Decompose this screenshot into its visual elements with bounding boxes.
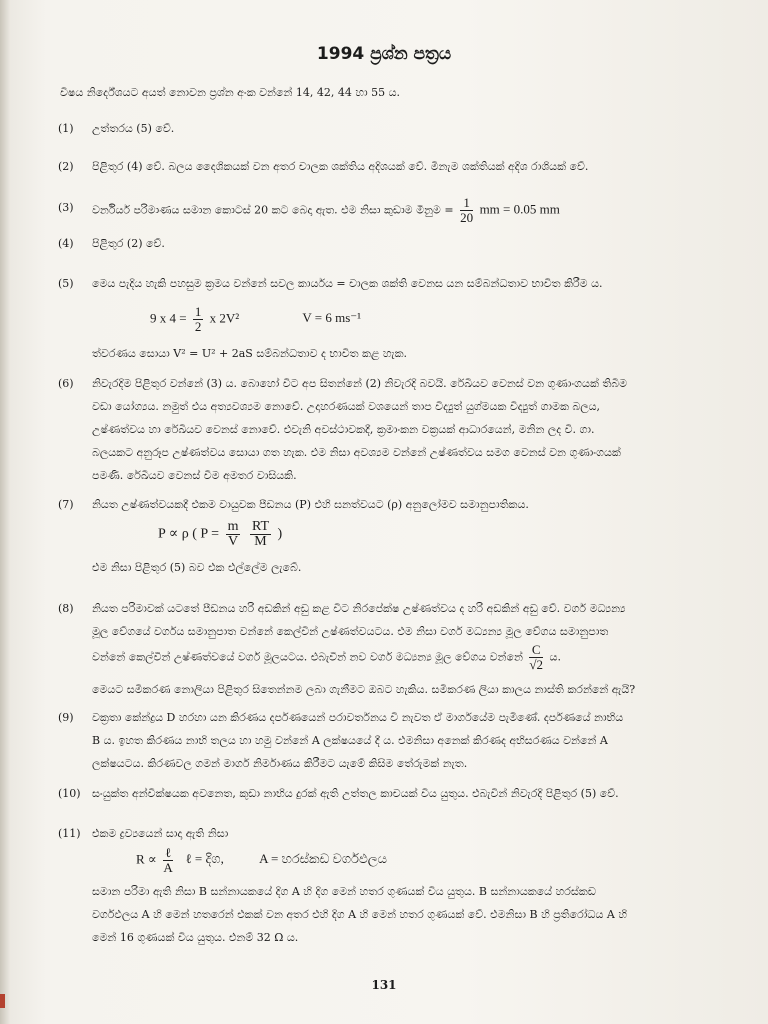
fraction-denominator: 20 [460, 210, 474, 225]
equation-5 [150, 305, 361, 334]
answer-line: වර්ගඵලය A හි මෙන් හතරෙන් එකක් වන අතර එහි දිග A හි මෙන් හතර ගුණයක් වේ. එමනිසා B හි ප්‍රතිරෝධය A හි [92, 908, 628, 921]
fraction-denominator: A [163, 860, 173, 875]
question-6 [58, 372, 738, 487]
answer-line-text: වන්නේ කෙල්වින් උෂ්ණත්වයේ වර්ග මූලයටය. එබැවින් නව වර්ග මධ්‍යන්‍ය මූල වේගය වන්නේ [92, 650, 523, 664]
question-10 [58, 782, 738, 805]
equation-right: A = හරස්කඩ වර්ගඵලය [259, 851, 388, 867]
fraction-numerator: C [529, 643, 543, 658]
question-11-continued [58, 880, 738, 949]
fraction-denominator: √2 [529, 657, 544, 672]
fraction [529, 643, 543, 672]
question-4 [58, 232, 738, 255]
fraction-denominator: M [254, 534, 267, 549]
answer-text: පිළිතුර (2) වේ. [92, 237, 165, 250]
question-number: (4) [58, 237, 74, 250]
answer-text: මෙය පැදිය හැකි පහසුම ක්‍රමය වන්නේ සවල කාර්යය = චාලක ශක්ති වෙනස යන සම්බන්ධතාව භාවිත කිරීම ය. [92, 277, 603, 290]
page-title: 1994 ප්‍රශ්න පත්‍රය [316, 44, 452, 64]
answer-line: බලයකට අනුරූප උෂ්ණත්වය සොයා ගත හැක. එම නිසා අවශ්‍යම වන්නේ උෂ්ණත්වය සමග වෙනස් වන ගුණාංගයක් [92, 446, 621, 459]
fraction-numerator: RT [251, 519, 270, 534]
question-number: (8) [58, 602, 74, 615]
equation-right: x 2V² [209, 310, 240, 326]
equation-result: V = 6 ms⁻¹ [302, 310, 362, 326]
fraction [250, 520, 271, 549]
equation-left: P ∝ ρ ( P = [158, 526, 220, 542]
fraction-numerator: ℓ [164, 845, 172, 860]
fraction [193, 305, 204, 334]
question-11 [58, 822, 738, 845]
question-9 [58, 706, 738, 775]
equation-tail: mm = 0.05 mm [479, 201, 560, 217]
answer-text [92, 706, 738, 775]
question-number: (1) [58, 122, 74, 135]
question-3 [58, 196, 738, 225]
edge-mark [0, 994, 5, 1008]
question-number: (2) [58, 160, 74, 173]
question-5-continued [58, 342, 738, 365]
fraction [460, 196, 473, 225]
equation-11 [136, 846, 387, 875]
answer-line: සමාන පරිමා ඇති නිසා B සන්නායකයේ දිග A හි දිග මෙන් හතර ගුණයක් විය යුතුය. B සන්නායකයේ හරස්කඩ [92, 885, 596, 898]
answer-text: නියත උෂ්ණත්වයකදී එකම වායුවක පීඩනය (P) එහි ඝනත්වයට (ρ) අනුලෝමව සමානුපාතිකය. [92, 498, 529, 511]
equation-7 [158, 520, 282, 549]
question-number: (9) [58, 711, 74, 724]
answer-line: උෂ්ණත්වය හා රේඛීයව වෙනස් නොවේ. එවැනි අවස්ථාවකදී, ක්‍රමාංකන වක්‍රයක් ආධාරයෙන්, මනින ලද වි. ගා. [92, 423, 595, 436]
answer-line: වඩා යෝග්‍යය. නමුත් එය අත්‍යවශ්‍යම නොවේ. උදාහරණයක් වශයෙන් තාප විද්‍යුත් යුග්මයක විද්‍යුත් ගාමක බලය, [92, 400, 601, 413]
question-number: (7) [58, 498, 74, 511]
answer-line: මූල වේගයේ වර්ගය සමානුපාත වන්නේ කෙල්වින් උෂ්ණත්වයටය. එම නිසා වර්ග මධ්‍යන්‍ය මූල වේගය සමානුපාත [92, 625, 609, 638]
intro-text: විෂය නිර්දේශයට අයත් නොවන ප්‍රශ්න අංක වන්නේ 14, 42, 44 හා 55 ය. [60, 86, 401, 99]
question-7-continued [58, 556, 738, 579]
equation-tail: ය. [549, 650, 561, 664]
answer-line: නියත පරිමාවක් යටතේ පීඩනය හරි අඩකින් අඩු කළ විට නිරපේක්ෂ උෂ්ණත්වය ද හරි අඩකින් අඩු වේ. වර්ග මධ්‍යන්‍ය [92, 602, 626, 615]
answer-line: වක්‍රතා කේන්ද්‍රය D හරහා යන කිරණය දර්පණයෙන් පරාවර්තනය වී නැවත ඒ මාර්ගයේම පැමිණේ. දර්පණයේ නාභිය [92, 711, 624, 724]
equation-close: ) [277, 526, 283, 542]
equation-left: 9 x 4 = [150, 310, 187, 326]
answer-text: උත්තරය (5) වේ. [92, 122, 175, 135]
answer-text: පිළිතුර (4) වේ. බලය දෛශිකයක් වන අතර චාලක ශක්තිය අදිශයක් වේ. මීනැම ශක්තියක් අදිශ රාශියක් වේ. [92, 160, 589, 173]
answer-line: මෙන් 16 ගුණයක් විය යුතුය. එනම් 32 Ω ය. [92, 931, 299, 944]
page-number: 131 [371, 978, 397, 992]
fraction-denominator: 2 [194, 319, 202, 334]
question-number: (3) [58, 201, 74, 214]
answer-text: එම නිසා පිළිතුර (5) බව එක එල්ලේම ලැබේ. [92, 561, 302, 574]
fraction-numerator: m [227, 519, 239, 534]
answer-text [92, 880, 738, 949]
answer-line: පමණි. රේඛීයව වෙනස් වීම අමතර වාසියකි. [92, 469, 297, 482]
page-edge [0, 0, 10, 1024]
answer-text: සංයුක්ත අන්වීක්ෂයක අවනෙත, කුඩා නාභිය දුරක් ඇති උත්තල කාචයක් විය යුතුය. එබැවින් නිවැරදි පිළිතුර (5) වේ. [92, 787, 619, 800]
question-7 [58, 493, 738, 516]
question-number: (5) [58, 277, 74, 290]
answer-text: ත්වරණය සොයා V² = U² + 2aS සම්බන්ධතාව ද භාවිත කළ හැක. [92, 347, 408, 360]
question-number: (11) [58, 827, 81, 840]
answer-text [92, 196, 738, 225]
answer-text [92, 372, 738, 487]
question-1 [58, 117, 738, 140]
answer-line [92, 643, 738, 672]
fraction [163, 846, 173, 875]
answer-line: නිවැරදිම පිළිතුර වන්නේ (3) ය. බොහෝ විට අප සිතන්නේ (2) නිවැරදි බවයි. රේඛීයව වෙනස් වන ගුණාංගයක් තිබීම [92, 377, 628, 390]
fraction-numerator: 1 [460, 196, 473, 211]
question-number: (10) [58, 787, 81, 800]
question-number: (6) [58, 377, 74, 390]
answer-text: එකම ද්‍රව්‍යයෙන් සාදා ඇති නිසා [92, 827, 229, 840]
question-8 [58, 597, 738, 701]
answer-line: B ය. ඉහත කිරණය නාභි තලය හා හමු වන්නේ A ලක්ෂයයේ දී ය. එමනිසා අනෙක් කිරණද අභිසරණය වන්නේ A [92, 734, 608, 747]
answer-text [92, 597, 738, 701]
equation-mid: ℓ = දිග, [185, 851, 224, 867]
question-5 [58, 272, 738, 295]
fraction-numerator: 1 [194, 304, 202, 319]
fraction [226, 520, 241, 549]
answer-line: ලක්ෂයටය. කිරණවල ගමන් මාර්ග නිර්මාණය කිරීමට යැමේ කිසිම තේරුමක් නැත. [92, 757, 468, 770]
answer-line: වර්නියර් පරිමාණය සමාන කොටස් 20 කට බෙදා ඇත. එම නිසා කුඩාම මිනුම = [92, 203, 454, 217]
equation-left: R ∝ [136, 851, 157, 867]
question-2 [58, 155, 738, 178]
fraction-denominator: V [227, 534, 239, 549]
answer-line: මෙයට සමීකරණ නොලියා පිළිතුර සිතෙන්නම ලබා ගැනීමට ඔබට හැකිය. සමීකරණ ලියා කාලය නාස්ති කරන්නේ ඇයි? [92, 683, 636, 696]
